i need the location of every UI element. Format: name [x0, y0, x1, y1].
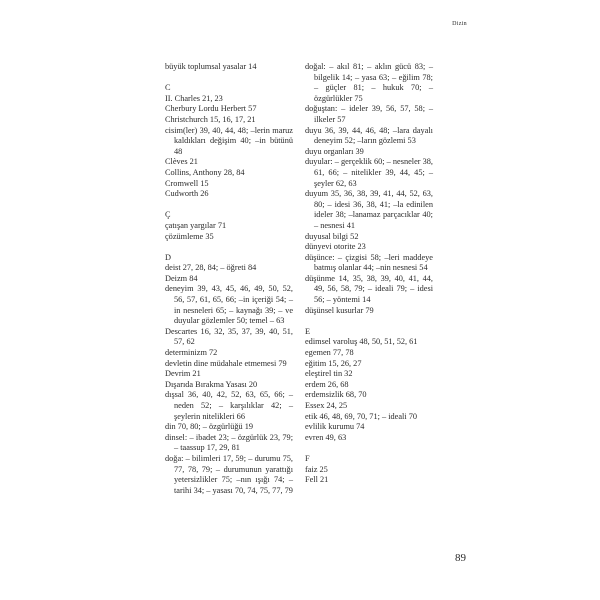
index-entry: duyu 36, 39, 44, 46, 48; –lara dayalı deneyim 52; –ların gözlemi 53 — [305, 125, 433, 146]
index-entry: Dışarıda Bırakma Yasası 20 — [165, 379, 258, 389]
index-entry: Cromwell 15 — [165, 178, 209, 188]
index-entry: devletin dine müdahale etmemesi 79 — [165, 358, 287, 368]
index-entry: Cudworth 26 — [165, 189, 209, 199]
running-header: Dizin — [452, 21, 467, 27]
index-entry: düşünce: – çizgisi 58; –leri maddeye batmış olanlar 44; –nin nesnesi 54 — [305, 252, 433, 273]
index-entry: Essex 24, 25 — [305, 401, 348, 410]
page-number: 89 — [455, 552, 466, 564]
index-entry: eleştirel tin 32 — [305, 369, 353, 379]
index-entry: dünyevi otorite 23 — [305, 242, 366, 252]
index-letter-f: F — [305, 453, 310, 463]
index-entry: din 70, 80; – özgürlüğü 19 — [165, 422, 254, 432]
index-entry: çözümleme 35 — [165, 231, 214, 241]
index-entry: determinizm 72 — [165, 348, 218, 358]
index-entry: egemen 77, 78 — [305, 348, 354, 358]
index-entry: evren 49, 63 — [305, 432, 347, 442]
index-entry: faiz 25 — [305, 464, 328, 474]
index-entry: deist 27, 28, 84; – öğreti 84 — [165, 263, 257, 273]
index-entry: Clèves 21 — [165, 157, 198, 167]
index-entry: Cherbury Lordu Herbert 57 — [165, 104, 257, 114]
index-entry: çatışan yargılar 71 — [165, 220, 227, 230]
index-entry: doğuştan: – ideler 39, 56, 57, 58; – ilkeler 57 — [305, 104, 433, 124]
index-entry: dışsal 36, 40, 42, 52, 63, 65, 66; – neden 52; – karşılıklar 42; – şeylerin nitelikleri 66 — [165, 390, 293, 421]
index-entry: büyük toplumsal yasalar 14 — [165, 62, 257, 71]
index-entry: edimsel varoluş 48, 50, 51, 52, 61 — [305, 337, 418, 347]
index-entry: doğa: – bilimleri 17, 59; – durumu 75, 77, 78, 79; – durumunun yarattığı yetersizlikler 75; –nın ışığı 74; – tarihi 34; – yasası 70, 74, 75, 77, 79 — [165, 453, 293, 495]
index-entry: duyusal bilgi 52 — [305, 231, 359, 241]
index-entry: duyum 35, 36, 38, 39, 41, 44, 52, 63, 80; – idesi 36, 38, 41; –la edinilen ideler 38; –lanamaz parçacıklar 40; – nesnesi 41 — [305, 189, 433, 230]
index-entry: Collins, Anthony 28, 84 — [165, 167, 245, 177]
index-entry: Descartes 16, 32, 35, 37, 39, 40, 51, 57, 62 — [165, 326, 293, 347]
index-letter-c: C — [165, 83, 171, 93]
index-entry: Christchurch 15, 16, 17, 21 — [165, 114, 256, 124]
index-entry: dinsel: – ibadet 23; – özgürlük 23, 79; – taassup 17, 29, 81 — [165, 432, 293, 453]
index-entry: doğal: – akıl 81; – aklın gücü 83; – bilgelik 14; – yasa 63; – eğilim 78; – güçler 81; – hukuk 70; – özgürlükler 75 — [305, 62, 433, 103]
index-entry: Fell 21 — [305, 475, 329, 485]
index-entry: düşünme 14, 35, 38, 39, 40, 41, 44, 49, 56, 58, 79; – ideali 79; – idesi 56; – yöntemi 14 — [305, 273, 433, 305]
index-letter-e: E — [305, 326, 311, 336]
index-entry: cisim(ler) 39, 40, 44, 48; –lerin maruz kaldıkları değişim 40; –in bütünü 48 — [165, 125, 293, 156]
index-entry: düşünsel kusurlar 79 — [305, 305, 374, 315]
index-entry: deneyim 39, 43, 45, 46, 49, 50, 52, 56, 57, 61, 65, 66; –in içeriği 54; –in nesneleri 65; – kaynağı 39; – ve duyular gözlemler 50; temel – 63 — [165, 284, 293, 326]
index-entry: etik 46, 48, 69, 70, 71; – ideali 70 — [305, 411, 417, 421]
index-letter-d: D — [165, 252, 171, 262]
index-entry: duyular: – gerçeklik 60; – nesneler 38, 61, 66; – nitelikler 39, 44, 45; – şeyler 62, 63 — [305, 157, 433, 188]
index-entry: II. Charles 21, 23 — [165, 93, 223, 103]
index-column-left — [165, 62, 293, 496]
index-entry: Deizm 84 — [165, 273, 198, 283]
index-letter-cc: Ç — [165, 210, 171, 220]
index-entry: Devrim 21 — [165, 369, 201, 379]
index-entry: eğitim 15, 26, 27 — [305, 358, 362, 368]
index-entry: erdem 26, 68 — [305, 379, 349, 389]
index-entry: duyu organları 39 — [305, 146, 364, 156]
index-entry: evlilik kurumu 74 — [305, 422, 365, 432]
index-column-right — [305, 62, 433, 486]
index-entry: erdemsizlik 68, 70 — [305, 390, 367, 400]
